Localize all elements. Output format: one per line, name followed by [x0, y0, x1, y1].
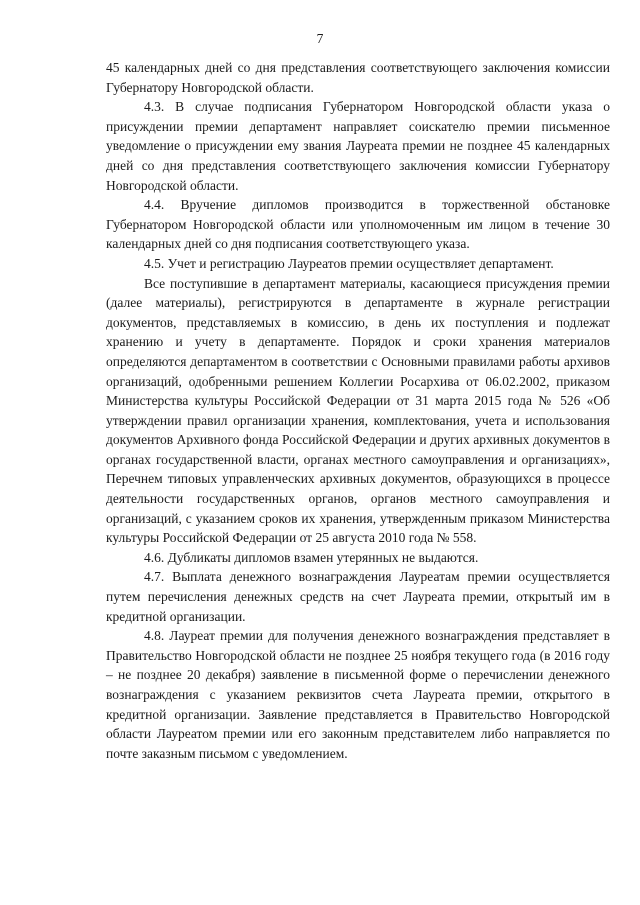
page-number: 7 — [316, 31, 324, 46]
document-body — [106, 58, 610, 763]
paragraph-materials-storage: Все поступившие в департамент материалы, касающиеся присуждения премии (далее материалы), регистрируются в департаменте в журнале регистрации документов, представляемых в комиссию, в день их поступления и подлежат хранению и учету в департаменте. Порядок и сроки хранения материалов определяются департаментом в соответствии с Основными правилами работы архивов организаций, одобренными решением Коллегии Росархива от 06.02.2002, приказом Министерства культуры Российской Федерации от 31 марта 2015 года № 526 «Об утверждении правил организации хранения, комплектования, учета и использования документов Архивного фонда Российской Федерации и других архивных документов в органах государственной власти, органах местного самоуправления и организациях», Перечнем типовых управленческих архивных документов, образующихся в процессе деятельности государственных органов, органов местного самоуправления и организаций, с указанием сроков их хранения, утвержденным приказом Министерства культуры Российской Федерации от 25 августа 2010 года № 558. — [106, 275, 610, 546]
paragraph-4-6: 4.6. Дубликаты дипломов взамен утерянных не выдаются. — [144, 549, 479, 565]
paragraph-4-8: 4.8. Лауреат премии для получения денежного вознаграждения представляет в Правительство Новгородской области не позднее 25 ноября текущего года (в 2016 году – не позднее 20 декабря) заявление в письменной форме о перечислении денежного вознаграждения с указанием реквизитов счета Лауреата премии, открытого в кредитной организации. Заявление представляется в Правительство Новгородской области Лауреатом премии или его законным представителем либо направляется по почте заказным письмом с уведомлением. — [106, 628, 610, 761]
paragraph-4-5: 4.5. Учет и регистрацию Лауреатов премии осуществляет департамент. — [144, 255, 554, 271]
paragraph-4-7: 4.7. Выплата денежного вознаграждения Лауреатам премии осуществляется путем перечисления денежных средств на счет Лауреата премии, открытый им в кредитной организации. — [106, 569, 610, 624]
paragraph-4-3: 4.3. В случае подписания Губернатором Новгородской области указа о присуждении премии департамент направляет соискателю премии письменное уведомление о присуждении ему звания Лауреата премии не позднее 45 календарных дней со дня представления соответствующего заключения комиссии Губернатору Новгородской области. — [106, 99, 610, 193]
paragraph-continuation: 45 календарных дней со дня представления соответствующего заключения комиссии Губернатору Новгородской области. — [106, 60, 610, 95]
paragraph-4-4: 4.4. Вручение дипломов производится в торжественной обстановке Губернатором Новгородской области или уполномоченным им лицом в течение 30 календарных дней со дня подписания соответствующего указа. — [106, 197, 610, 252]
